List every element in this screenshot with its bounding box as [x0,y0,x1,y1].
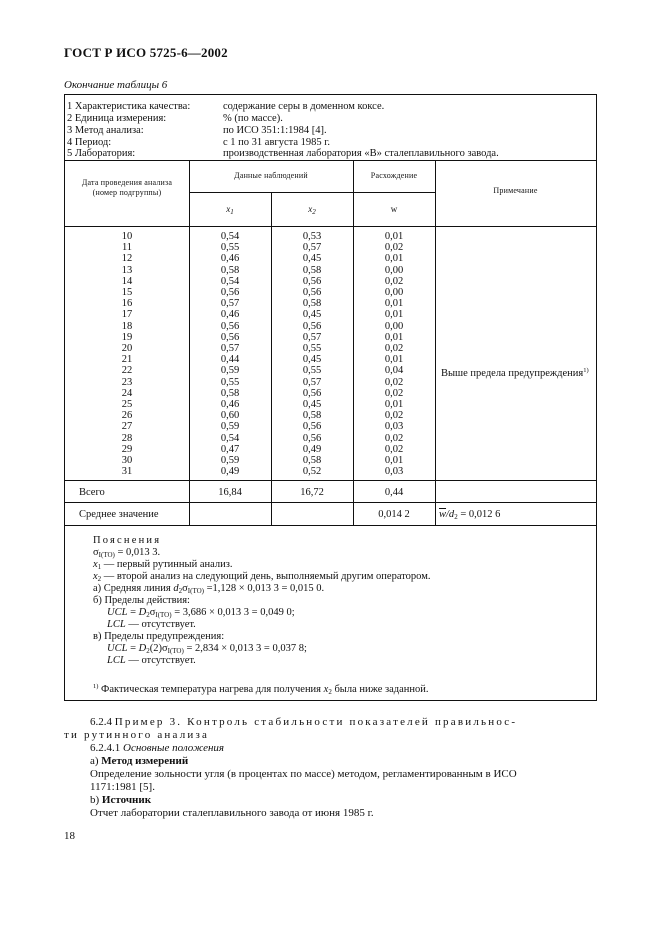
rule-data-bottom [65,480,596,481]
cell-x2: 0,56 [302,421,322,433]
cell-w: 0,01 [384,231,404,242]
mean-label: Среднее значение [79,509,159,520]
cell-x1: 0,58 [220,264,240,276]
info-label-4: 4 Период: [67,137,112,148]
x2-sub: 2 [312,208,316,216]
note-a-prefix: а) Средняя линия [93,583,174,594]
ratio-sub: 2 [454,513,458,521]
cell-x2: 0,56 [302,432,322,444]
info-value-4: с 1 по 31 августа 1985 г. [223,137,330,148]
cell-x1: 0,46 [220,309,240,321]
item-a-heading [90,755,188,768]
c-ucl-name: UCL [107,643,128,654]
header-date-line1: Дата проведения анализа [81,178,173,187]
cell-w: 0,00 [384,320,404,332]
table-caption: Окончание таблицы 6 [64,79,168,91]
cell-x2: 0,57 [302,331,322,343]
rule-subheader [189,192,435,193]
note-x2-var: x [93,571,98,582]
item-a-text-line1: Определение зольности угля (в процентах по массе) методом, регламентированным в ИСО [90,768,517,780]
info-label-1: 1 Характеристика качества: [67,101,191,112]
cell-date: 27 [121,421,133,433]
column-x1 [189,231,271,477]
cell-x1: 0,56 [220,287,240,299]
cell-x2: 0,55 [302,343,322,355]
cell-date: 11 [121,242,133,254]
cell-x1: 0,58 [220,387,240,399]
cell-w: 0,02 [384,343,404,355]
c-ucl-rest: = 2,834 × 0,013 3 = 0,037 8; [183,643,307,654]
c-ucl-mid: (2)σ [149,643,168,654]
b-prefix: b) [90,794,100,806]
c-ucl-d: D [138,643,147,654]
cell-x2: 0,57 [302,242,322,254]
cell-date: 19 [121,331,133,343]
b-ucl-sigma-sub: I(TO) [155,611,172,619]
data-table [64,94,597,701]
cell-x2: 0,57 [302,376,322,388]
note-a-rest: =1,128 × 0,013 3 = 0,015 0. [203,583,325,594]
info-value-1: содержание серы в доменном коксе. [223,101,385,112]
note-c-lcl [107,655,196,667]
note-b-lcl [107,619,196,631]
sigma-var: σ [93,547,99,558]
cell-x1: 0,46 [220,253,240,265]
b-ucl-sigma: σ [149,607,156,618]
note-text: Выше предела предупреждения [441,368,584,379]
cell-w: 0,02 [384,443,404,455]
info-value-2: % (по массе). [223,113,283,124]
cell-w: 0,02 [384,275,404,287]
cell-date: 20 [121,343,133,355]
b-ucl-name: UCL [107,607,128,618]
info-value-3: по ИСО 351:1:1984 [4]. [223,125,327,136]
ratio-w-bar: $\overline{w}$ [439,509,447,520]
header-divergence: Расхождение [370,171,418,180]
section-heading-line2: ти рутинного анализа [64,729,210,741]
b-ucl-d: D [138,607,147,618]
cell-x2: 0,45 [302,399,322,411]
header-note: Примечание [493,186,538,195]
cell-x1: 0,57 [220,298,240,310]
note-x1-sub: 1 [97,563,102,571]
cell-w: 0,02 [384,376,404,388]
cell-x1: 0,44 [220,354,240,366]
footnote-rest: была ниже заданной. [331,684,429,695]
footnote-sub: 2 [328,688,332,696]
cell-date: 10 [121,231,133,242]
c-ucl-sigma-sub: I(TO) [167,647,184,655]
cell-w: 0,04 [384,365,404,377]
info-label-3: 3 Метод анализа: [67,125,144,136]
section-heading-line1 [90,716,517,729]
cell-w: 0,01 [384,331,404,343]
cell-w: 0,02 [384,387,404,399]
cell-w: 0,01 [384,399,404,411]
cell-w: 0,03 [384,466,404,478]
cell-w: 0,01 [384,455,404,467]
header-x1 [189,203,271,218]
rule-total-bottom [65,502,596,503]
cell-x2: 0,55 [302,365,322,377]
cell-date: 29 [121,443,133,455]
cell-x2: 0,49 [302,443,322,455]
b-ucl-d-sub: 2 [146,611,150,619]
cell-date: 26 [121,410,133,422]
rule-header-bottom [65,226,596,227]
cell-w: 0,01 [384,354,404,366]
cell-x1: 0,54 [220,231,240,242]
cell-x2: 0,58 [302,455,322,467]
cell-date: 18 [121,320,133,332]
b-title: Источник [101,794,152,806]
sub-num: 6.2.4.1 [90,742,121,754]
heading-num: 6.2.4 [90,716,112,728]
cell-w: 0,01 [384,298,404,310]
note-a-d-sub: 2 [178,587,183,595]
subsection-heading [90,742,224,755]
cell-x2: 0,45 [302,309,322,321]
note-a-sigma: σ [182,583,188,594]
cell-date: 22 [121,365,133,377]
cell-w: 0,01 [384,253,404,265]
total-label: Всего [79,487,105,498]
cell-w: 0,00 [384,264,404,276]
mean-w: 0,014 2 [378,509,410,520]
sigma-rest: = 0,013 3. [114,547,161,558]
cell-x1: 0,60 [220,410,240,422]
x1-sub: 1 [230,208,234,216]
c-ucl-eq: = [127,643,139,654]
ratio-d: /d [446,509,455,520]
rule-mean-bottom [65,525,596,526]
cell-date: 24 [121,387,133,399]
cell-x2: 0,58 [302,264,322,276]
cell-x1: 0,47 [220,443,240,455]
page-number: 18 [64,830,75,842]
total-x1: 16,84 [218,487,242,498]
cell-date: 13 [121,264,133,276]
x1-var: x [226,204,231,214]
cell-date: 16 [121,298,133,310]
cell-date: 21 [121,354,133,366]
ratio-value: = 0,012 6 [457,509,501,520]
mean-ratio [439,509,500,523]
header-observations: Данные наблюдений [234,171,308,180]
b-ucl-rest: = 3,686 × 0,013 3 = 0,049 0; [171,607,295,618]
item-a-text-line2: 1171:1981 [5]. [90,781,155,793]
cell-date: 23 [121,376,133,388]
footnote-mark: 1) [93,683,99,690]
cell-x1: 0,57 [220,343,240,355]
cell-x1: 0,56 [220,331,240,343]
c-lcl-rest: — отсутствует. [125,655,196,666]
cell-w: 0,02 [384,432,404,444]
document-title: ГОСТ Р ИСО 5725-6—2002 [64,45,228,60]
cell-date: 15 [121,287,133,299]
column-date [65,231,189,477]
cell-x2: 0,56 [302,287,322,299]
cell-x1: 0,54 [220,275,240,287]
cell-x1: 0,49 [220,466,240,478]
cell-x2: 0,58 [302,410,322,422]
cell-x2: 0,53 [302,231,322,242]
rule-col4 [435,160,436,525]
a-prefix: а) [90,755,99,767]
cell-x2: 0,45 [302,253,322,265]
header-date-line2: (номер подгруппы) [92,188,162,197]
c-lcl-name: LCL [107,655,126,666]
cell-date: 28 [121,432,133,444]
item-b-heading [90,794,151,807]
cell-x2: 0,58 [302,298,322,310]
cell-w: 0,02 [384,410,404,422]
item-b-text: Отчет лаборатории сталеплавильного завода от июня 1985 г. [90,807,374,819]
cell-x1: 0,55 [220,242,240,254]
cell-x1: 0,55 [220,376,240,388]
cell-date: 17 [121,309,133,321]
b-lcl-rest: — отсутствует. [125,619,196,630]
cell-w: 0,00 [384,287,404,299]
cell-x2: 0,45 [302,354,322,366]
note-a-d: d [173,583,179,594]
cell-x2: 0,56 [302,387,322,399]
note-cell [441,365,589,380]
rule-info-bottom [65,160,596,161]
notes-title: Пояснения [93,535,162,546]
cell-w: 0,02 [384,242,404,254]
cell-x1: 0,59 [220,421,240,433]
cell-date: 31 [121,466,133,478]
info-label-2: 2 Единица измерения: [67,113,167,124]
note-c-title: в) Пределы предупреждения: [93,631,225,642]
info-label-5: 5 Лаборатория: [67,148,136,159]
cell-x1: 0,59 [220,365,240,377]
cell-w: 0,03 [384,421,404,433]
b-lcl-name: LCL [107,619,126,630]
cell-x1: 0,46 [220,399,240,411]
info-value-5: производственная лаборатория «В» сталеплавильного завода. [223,148,499,159]
table-footnote [93,681,429,698]
header-x2 [271,203,353,218]
cell-x1: 0,54 [220,432,240,444]
cell-x2: 0,52 [302,466,322,478]
note-x1-var: x [93,559,98,570]
c-ucl-d-sub: 2 [146,647,150,655]
cell-x2: 0,56 [302,320,322,332]
footnote-text: Фактическая температура нагрева для получения [98,684,324,695]
x2-var: x [308,204,313,214]
sigma-sub: I(TO) [98,551,115,559]
note-x1-rest: — первый рутинный анализ. [101,559,233,570]
cell-date: 30 [121,455,133,467]
cell-x2: 0,56 [302,275,322,287]
b-ucl-eq: = [127,607,139,618]
cell-w: 0,01 [384,309,404,321]
sub-title: Основные положения [123,742,225,754]
column-x2 [271,231,353,477]
footnote-var: x [323,684,329,695]
total-x2: 16,72 [300,487,324,498]
cell-date: 25 [121,399,133,411]
note-b-title: б) Пределы действия: [93,595,190,606]
column-w [353,231,435,477]
cell-date: 14 [121,275,133,287]
heading-text-1: Пример 3. Контроль стабильности показателей правильнос- [114,716,518,728]
note-x2-rest: — второй анализ на следующий день, выполняемый другим оператором. [101,571,431,582]
cell-x1: 0,56 [220,320,240,332]
header-w: w [390,204,398,214]
total-w: 0,44 [384,487,404,498]
note-a-sigma-sub: I(TO) [187,587,204,595]
cell-date: 12 [121,253,133,265]
note-footnote-mark: 1) [583,367,589,374]
note-x2-sub: 2 [97,575,102,583]
a-title: Метод измерений [101,755,189,767]
cell-x1: 0,59 [220,455,240,467]
